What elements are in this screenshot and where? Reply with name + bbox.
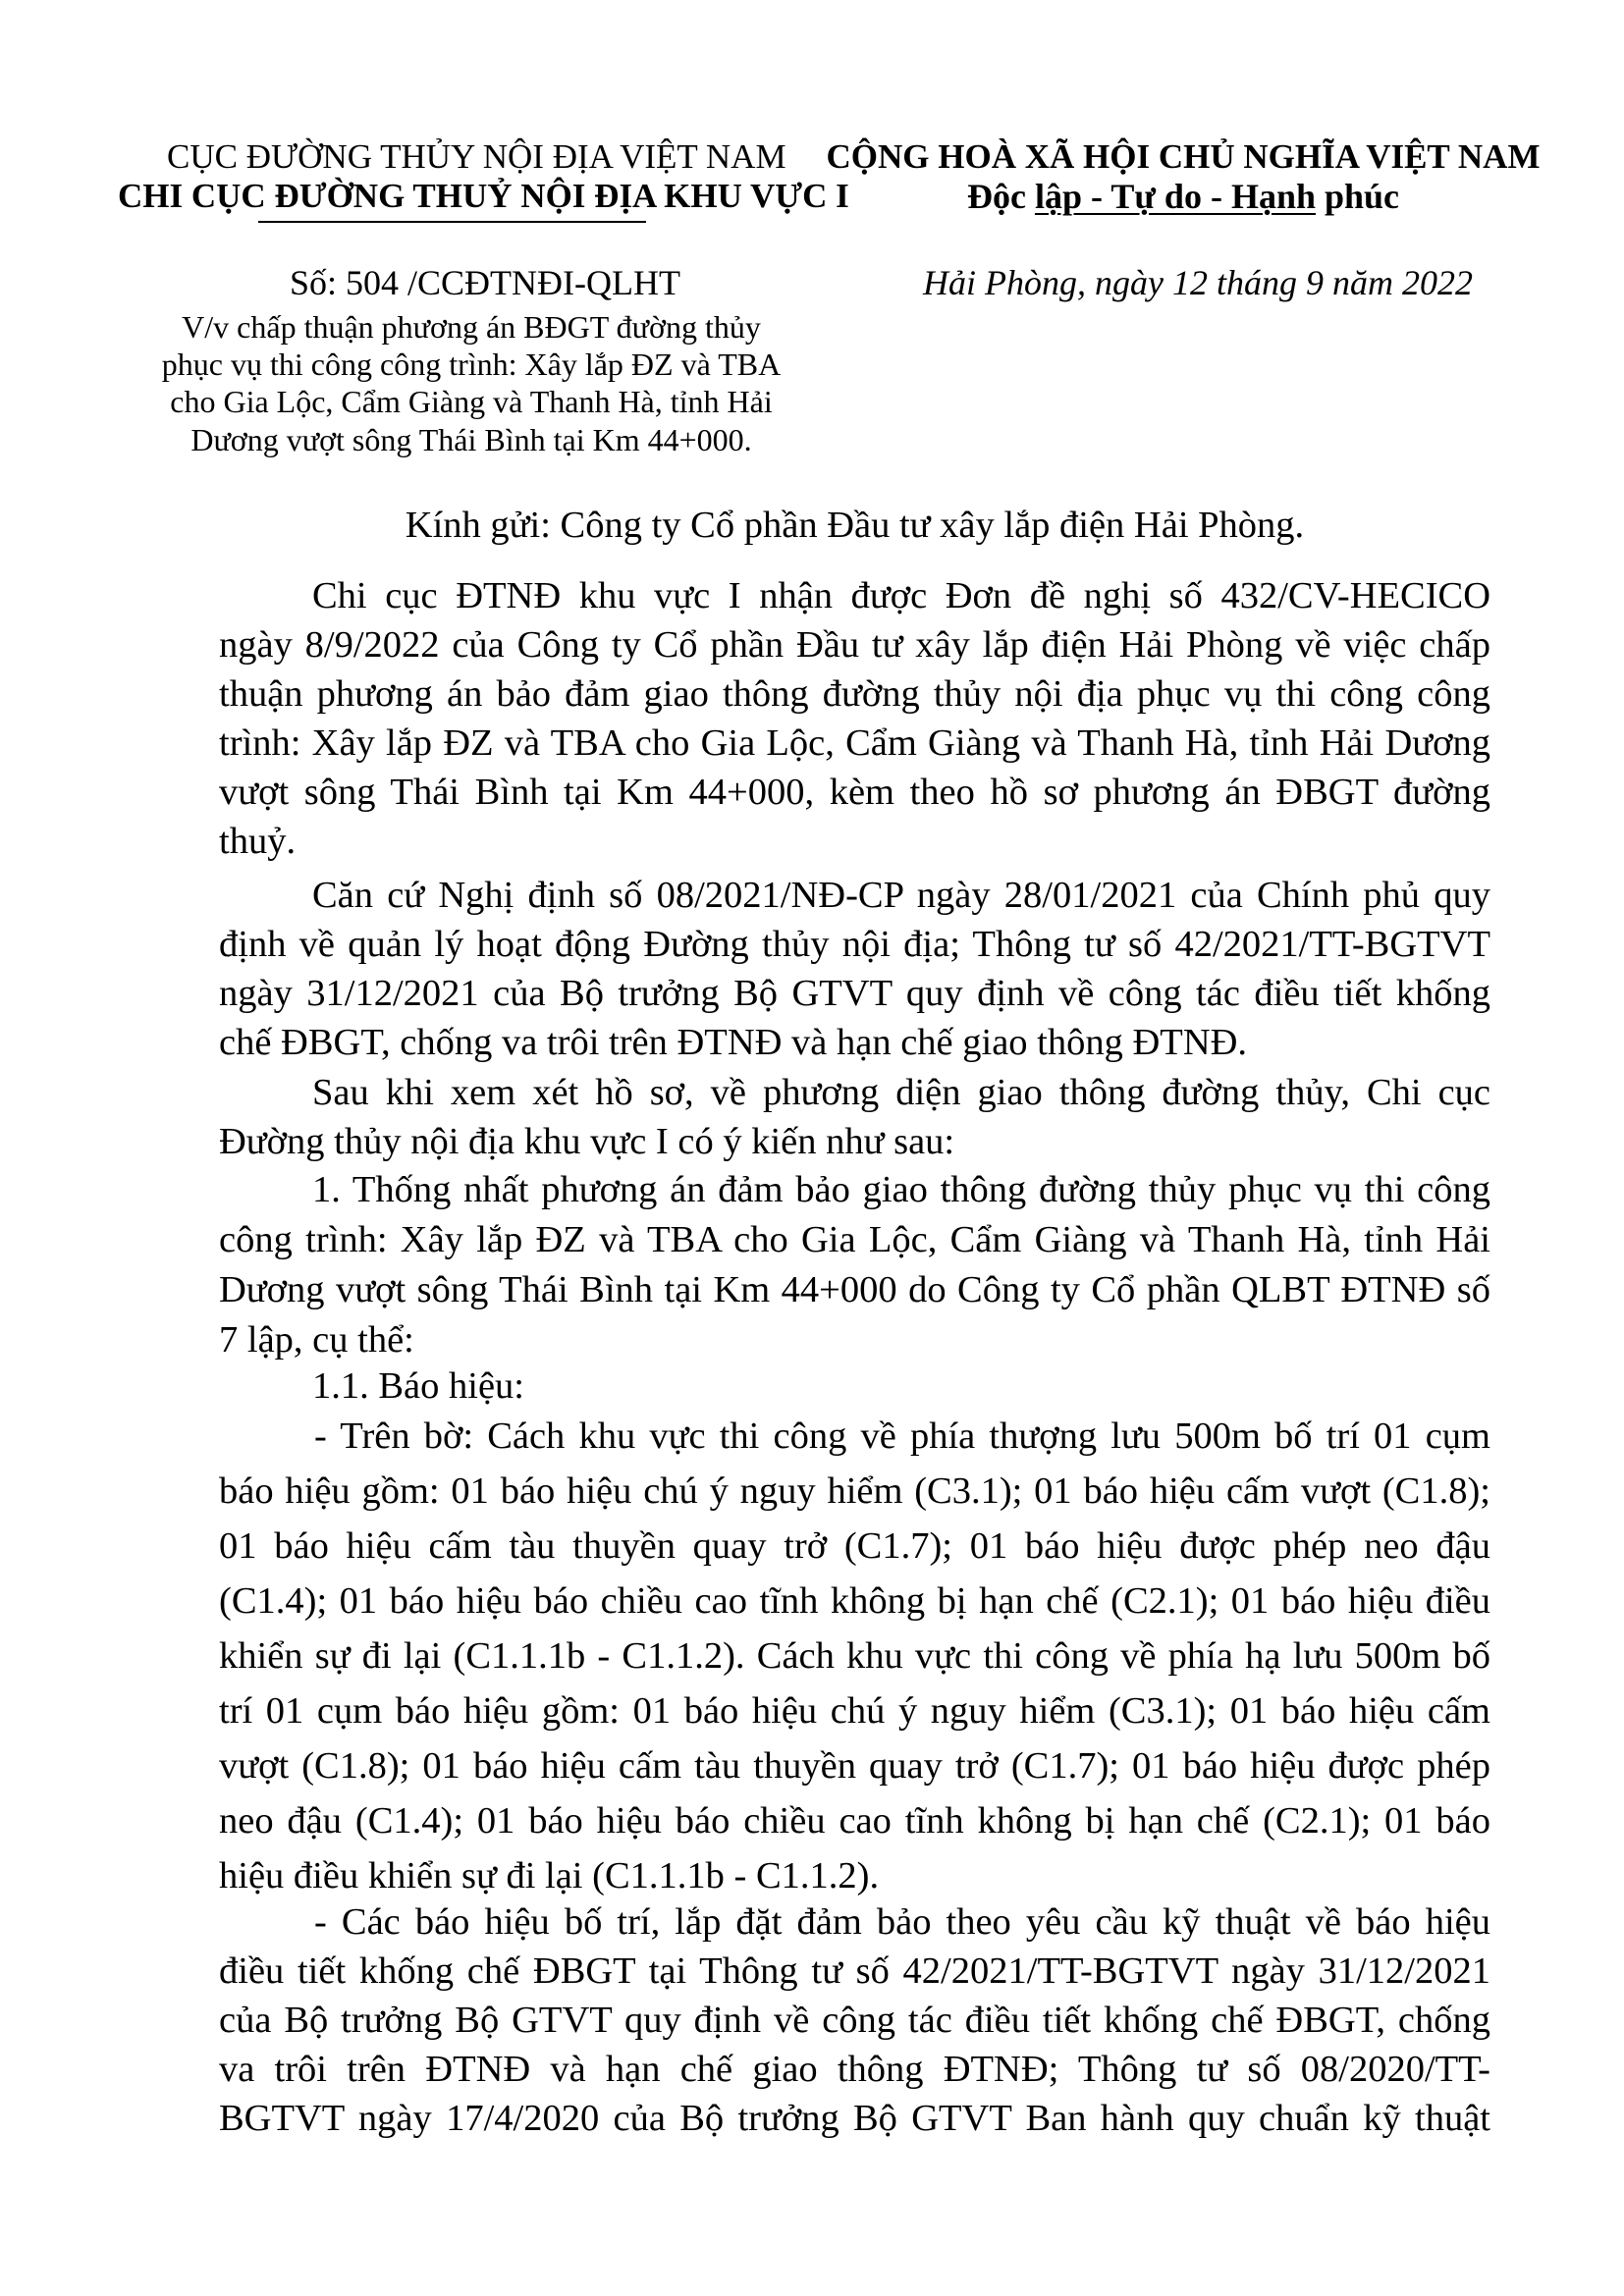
body-line: neo đậu (C1.4); 01 báo hiệu báo chiều cao tĩnh không bị hạn chế (C2.1); 01 báo bbox=[219, 1800, 1490, 1842]
body-line: BGTVT ngày 17/4/2020 của Bộ trưởng Bộ GTVT Ban hành quy chuẩn kỹ thuật bbox=[219, 2098, 1490, 2139]
body-line: khiển sự đi lại (C1.1.1b - C1.1.2). Cách khu vực thi công về phía hạ lưu 500m bố bbox=[219, 1635, 1490, 1677]
body-line: thuỷ. bbox=[219, 821, 297, 862]
subject-line: Dương vượt sông Thái Bình tại Km 44+000. bbox=[190, 422, 752, 457]
body-line: công trình: Xây lắp ĐZ và TBA cho Gia Lộc, Cẩm Giàng và Thanh Hà, tỉnh Hải bbox=[219, 1218, 1490, 1260]
body-line: vượt (C1.8); 01 báo hiệu cấm tàu thuyền quay trở (C1.7); 01 báo hiệu được phép bbox=[219, 1745, 1490, 1787]
body-line: va trôi trên ĐTNĐ và hạn chế giao thông ĐTNĐ; Thông tư số 08/2020/TT- bbox=[219, 2049, 1490, 2090]
body-line: 01 báo hiệu cấm tàu thuyền quay trở (C1.7); 01 báo hiệu được phép neo đậu bbox=[219, 1525, 1490, 1567]
body-line: của Bộ trưởng Bộ GTVT quy định về công tác điều tiết khống chế ĐBGT, chống bbox=[219, 2000, 1490, 2041]
document-number: Số: 504 /CCĐTNĐI-QLHT bbox=[290, 263, 680, 302]
body-line: Đường thủy nội địa khu vực I có ý kiến như sau: bbox=[219, 1121, 955, 1162]
body-line: 1. Thống nhất phương án đảm bảo giao thông đường thủy phục vụ thi công bbox=[312, 1168, 1490, 1210]
body-line: (C1.4); 01 báo hiệu báo chiều cao tĩnh không bị hạn chế (C2.1); 01 báo hiệu điều bbox=[219, 1580, 1490, 1622]
body-line: ngày 8/9/2022 của Công ty Cổ phần Đầu tư xây lắp điện Hải Phòng về việc chấp bbox=[219, 624, 1490, 666]
body-line: ngày 31/12/2021 của Bộ trưởng Bộ GTVT quy định về công tác điều tiết khống bbox=[219, 973, 1490, 1014]
agency-parent: CỤC ĐƯỜNG THỦY NỘI ĐỊA VIỆT NAM bbox=[167, 137, 786, 176]
body-line: 1.1. Báo hiệu: bbox=[312, 1365, 524, 1407]
recipient: Kính gửi: Công ty Cổ phần Đầu tư xây lắp điện Hải Phòng. bbox=[405, 505, 1305, 546]
agency-name: CHI CỤC ĐƯỜNG THUỶ NỘI ĐỊA KHU VỰC I bbox=[118, 177, 849, 215]
body-line: Căn cứ Nghị định số 08/2021/NĐ-CP ngày 28/01/2021 của Chính phủ quy bbox=[312, 875, 1490, 916]
body-line: Chi cục ĐTNĐ khu vực I nhận được Đơn đề nghị số 432/CV-HECICO bbox=[312, 575, 1490, 616]
body-line: Sau khi xem xét hồ sơ, về phương diện giao thông đường thủy, Chi cục bbox=[312, 1072, 1490, 1113]
body-line: vượt sông Thái Bình tại Km 44+000, kèm theo hồ sơ phương án ĐBGT đường bbox=[219, 772, 1490, 813]
body-line: Dương vượt sông Thái Bình tại Km 44+000 do Công ty Cổ phần QLBT ĐTNĐ số bbox=[219, 1268, 1490, 1310]
agency-underline bbox=[258, 221, 646, 223]
subject-line: cho Gia Lộc, Cẩm Giàng và Thanh Hà, tỉnh Hải bbox=[170, 384, 773, 419]
body-line: thuận phương án bảo đảm giao thông đường thủy nội địa phục vụ thi công công bbox=[219, 673, 1490, 715]
place-date: Hải Phòng, ngày 12 tháng 9 năm 2022 bbox=[923, 263, 1473, 302]
subject-line: phục vụ thi công công trình: Xây lắp ĐZ và TBA bbox=[161, 347, 782, 382]
subject-line: V/v chấp thuận phương án BĐGT đường thủy bbox=[182, 309, 761, 345]
motto-underlined: lập - Tự do - Hạnh bbox=[1034, 177, 1316, 216]
body-line: hiệu điều khiển sự đi lại (C1.1.1b - C1.1.2). bbox=[219, 1855, 880, 1896]
motto-prefix: Độc bbox=[966, 177, 1035, 216]
body-line: trình: Xây lắp ĐZ và TBA cho Gia Lộc, Cẩm Giàng và Thanh Hà, tỉnh Hải Dương bbox=[219, 722, 1490, 764]
body-line: 7 lập, cụ thể: bbox=[219, 1318, 414, 1361]
body-line: - Trên bờ: Cách khu vực thi công về phía thượng lưu 500m bố trí 01 cụm bbox=[314, 1415, 1490, 1457]
body-line: trí 01 cụm báo hiệu gồm: 01 báo hiệu chú ý nguy hiểm (C3.1); 01 báo hiệu cấm bbox=[219, 1690, 1490, 1732]
body-line: định về quản lý hoạt động Đường thủy nội địa; Thông tư số 42/2021/TT-BGTVT bbox=[219, 924, 1490, 965]
body-line: chế ĐBGT, chống va trôi trên ĐTNĐ và hạn chế giao thông ĐTNĐ. bbox=[219, 1022, 1248, 1063]
body-line: điều tiết khống chế ĐBGT tại Thông tư số 42/2021/TT-BGTVT ngày 31/12/2021 bbox=[219, 1950, 1490, 1992]
body-line: báo hiệu gồm: 01 báo hiệu chú ý nguy hiểm (C3.1); 01 báo hiệu cấm vượt (C1.8); bbox=[219, 1470, 1490, 1512]
country-name: CỘNG HOÀ XÃ HỘI CHỦ NGHĨA VIỆT NAM bbox=[826, 137, 1541, 176]
motto bbox=[815, 177, 1551, 216]
body-line: - Các báo hiệu bố trí, lắp đặt đảm bảo theo yêu cầu kỹ thuật về báo hiệu bbox=[314, 1901, 1490, 1943]
motto-suffix: phúc bbox=[1315, 177, 1400, 216]
